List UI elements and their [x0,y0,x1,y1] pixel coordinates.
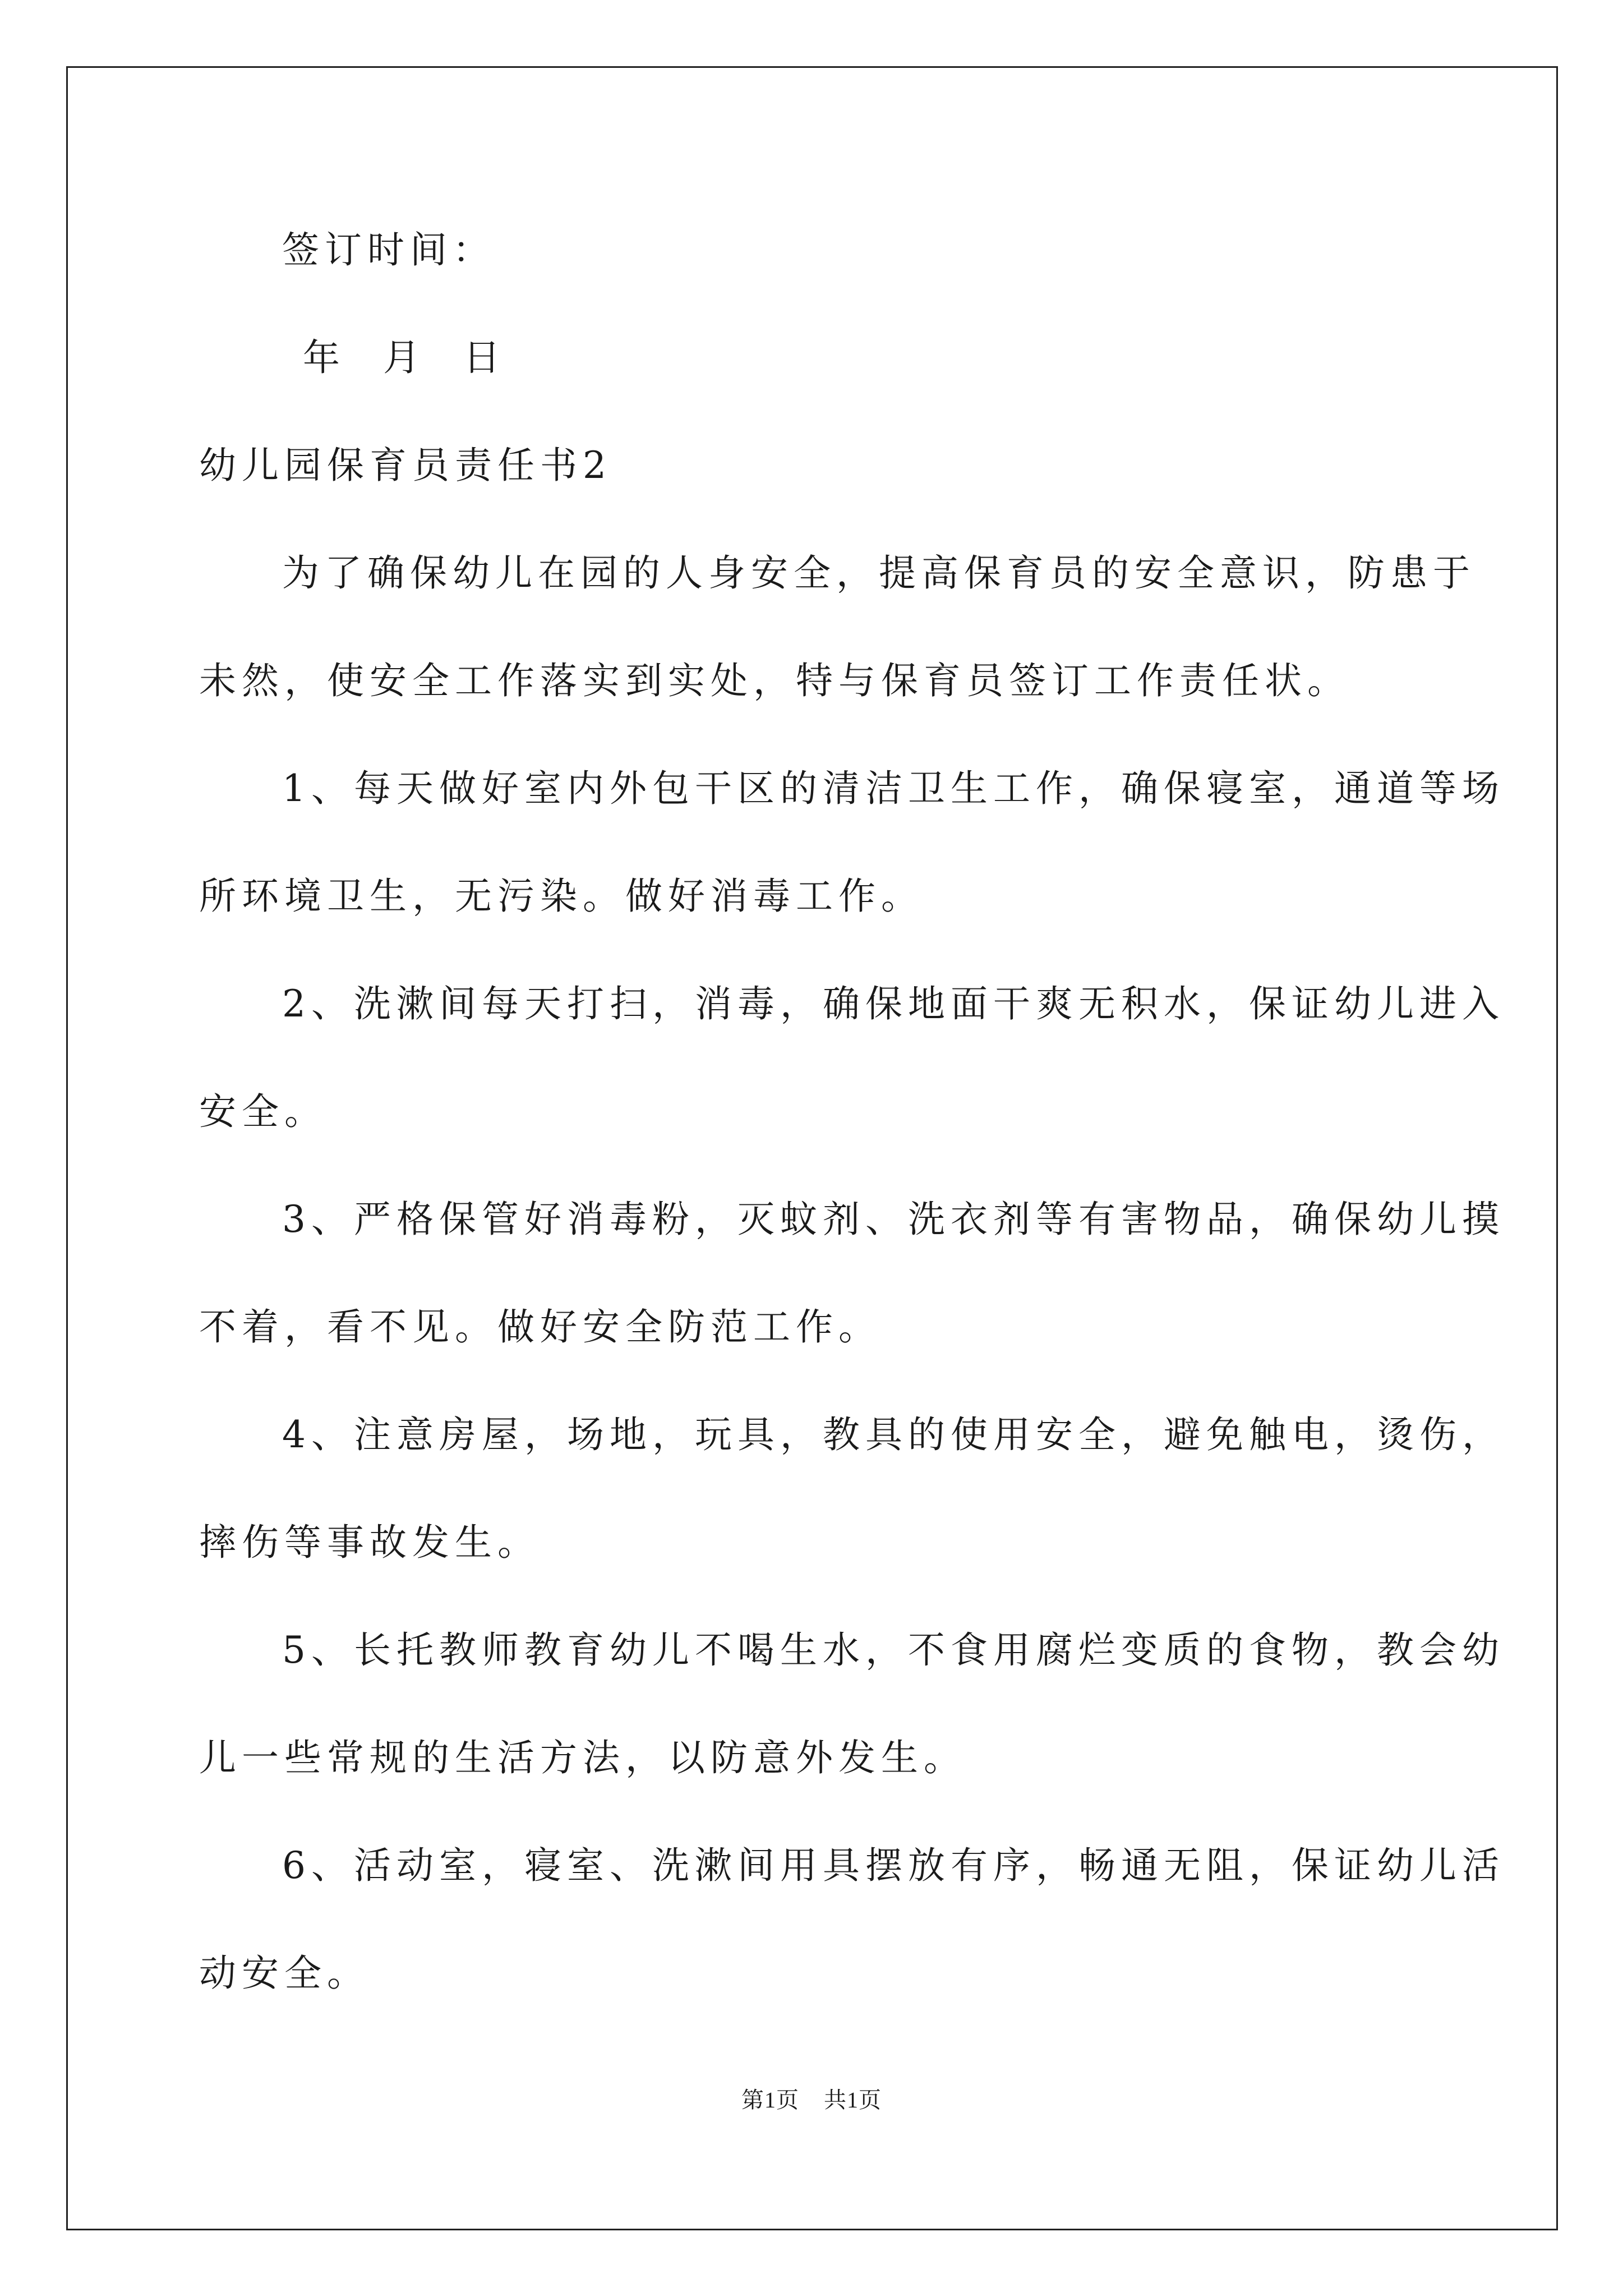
list-item-3: 3、严格保管好消毒粉，灭蚊剂、洗衣剂等有害物品，确保幼儿摸 [282,1198,1505,1241]
list-item-5: 5、长托教师教育幼儿不喝生水，不食用腐烂变质的食物，教会幼 [282,1628,1505,1672]
list-item-1-cont: 所环境卫生，无污染。做好消毒工作。 [199,875,924,918]
list-item-5-cont: 儿一些常规的生活方法，以防意外发生。 [199,1736,966,1779]
list-item-6: 6、活动室，寝室、洗漱间用具摆放有序，畅通无阻，保证幼儿活 [282,1844,1505,1887]
paragraph-line: 未然，使安全工作落实到实处，特与保育员签订工作责任状。 [199,659,1350,702]
list-item-1: 1、每天做好室内外包干区的清洁卫生工作，确保寝室，通道等场 [282,767,1505,810]
list-item-6-cont: 动安全。 [199,1952,370,1995]
page-number: 第1页 [741,2087,799,2113]
list-item-4-cont: 摔伤等事故发生。 [199,1521,540,1564]
list-item-3-cont: 不着，看不见。做好安全防范工作。 [199,1305,881,1349]
document-title: 幼儿园保育员责任书2 [199,444,612,487]
list-item-2: 2、洗漱间每天打扫，消毒，确保地面干爽无积水，保证幼儿进入 [282,982,1505,1025]
page-footer [0,2082,1623,2114]
paragraph-line: 为了确保幼儿在园的人身安全，提高保育员的安全意识，防患于 [282,551,1476,595]
list-item-4: 4、注意房屋，场地，玩具，教具的使用安全，避免触电，烫伤， [282,1413,1505,1456]
signing-time-label: 签订时间： [282,228,495,272]
page-border [66,66,1558,2230]
date-line: 年 月 日 [303,336,516,379]
page-total: 共1页 [824,2087,882,2113]
list-item-2-cont: 安全。 [199,1090,327,1133]
